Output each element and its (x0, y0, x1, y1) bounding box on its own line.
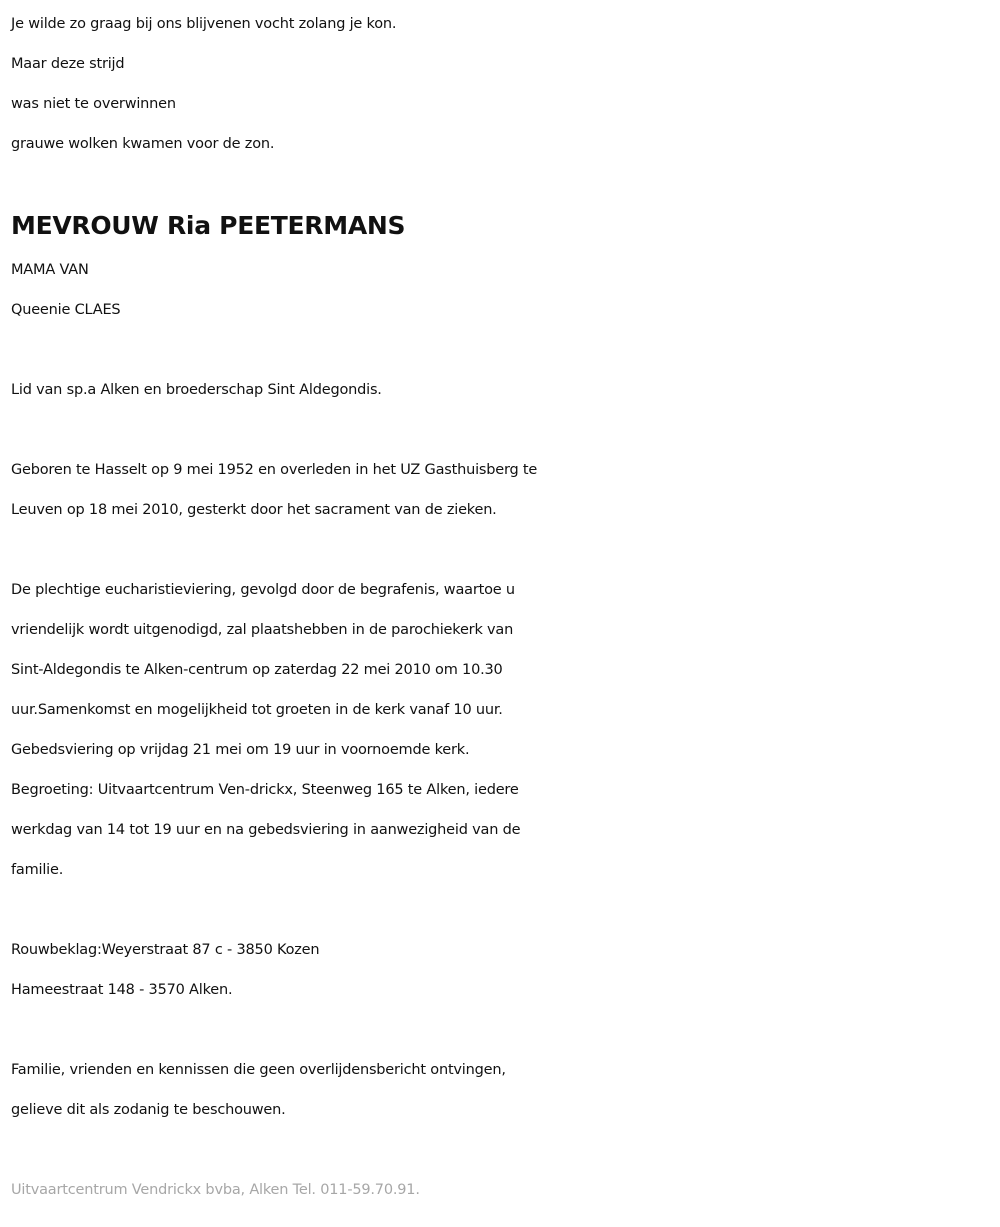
spacer (11, 1130, 996, 1170)
relation-line: Queenie CLAES (11, 302, 121, 318)
membership-text: Lid van sp.a Alken en broederschap Sint Aldegondis. (11, 382, 382, 398)
paragraph-line: werkdag van 14 tot 19 uur en na gebedsviering in aanwezigheid van de (11, 822, 521, 838)
paragraph-line: Familie, vrienden en kennissen die geen overlijdensbericht ontvingen, (11, 1062, 506, 1078)
paragraph-line: vriendelijk wordt uitgenodigd, zal plaatshebben in de parochiekerk van (11, 622, 514, 638)
spacer (11, 164, 996, 202)
paragraph-line: De plechtige eucharistieviering, gevolgd door de begrafenis, waartoe u (11, 582, 515, 598)
funeral-home-footer: Uitvaartcentrum Vendrickx bvba, Alken Tel. 011-59.70.91. (11, 1182, 420, 1198)
condolence-addresses (11, 930, 996, 1010)
paragraph-line: gelieve dit als zodanig te beschouwen. (11, 1102, 286, 1118)
poem-line: was niet te overwinnen (11, 96, 176, 112)
spacer (11, 330, 996, 370)
poem (11, 4, 996, 164)
deceased-name: MEVROUW Ria PEETERMANS (11, 211, 406, 240)
relation-line: MAMA VAN (11, 262, 89, 278)
spacer (11, 530, 996, 570)
spacer (11, 410, 996, 450)
address-line: Rouwbeklag:Weyerstraat 87 c - 3850 Kozen (11, 942, 320, 958)
birth-death-paragraph (11, 450, 996, 530)
poem-line: grauwe wolken kwamen voor de zon. (11, 136, 275, 152)
address-line: Hameestraat 148 - 3570 Alken. (11, 982, 233, 998)
paragraph-line: Gebedsviering op vrijdag 21 mei om 19 uur in voornoemde kerk. (11, 742, 470, 758)
poem-line: Maar deze strijd (11, 56, 125, 72)
paragraph-line: uur.Samenkomst en mogelijkheid tot groeten in de kerk vanaf 10 uur. (11, 702, 503, 718)
paragraph-line: Sint-Aldegondis te Alken-centrum op zaterdag 22 mei 2010 om 10.30 (11, 662, 503, 678)
paragraph-line: Begroeting: Uitvaartcentrum Ven-drickx, Steenweg 165 te Alken, iedere (11, 782, 519, 798)
obituary-notice (11, 4, 996, 1210)
paragraph-line: familie. (11, 862, 64, 878)
poem-line: Je wilde zo graag bij ons blijvenen vocht zolang je kon. (11, 16, 397, 32)
ceremony-paragraph (11, 570, 996, 890)
spacer (11, 890, 996, 930)
paragraph-line: Geboren te Hasselt op 9 mei 1952 en overleden in het UZ Gasthuisberg te (11, 462, 538, 478)
relation (11, 250, 996, 330)
notice-paragraph (11, 1050, 996, 1130)
paragraph-line: Leuven op 18 mei 2010, gesterkt door het sacrament van de zieken. (11, 502, 497, 518)
spacer (11, 1010, 996, 1050)
